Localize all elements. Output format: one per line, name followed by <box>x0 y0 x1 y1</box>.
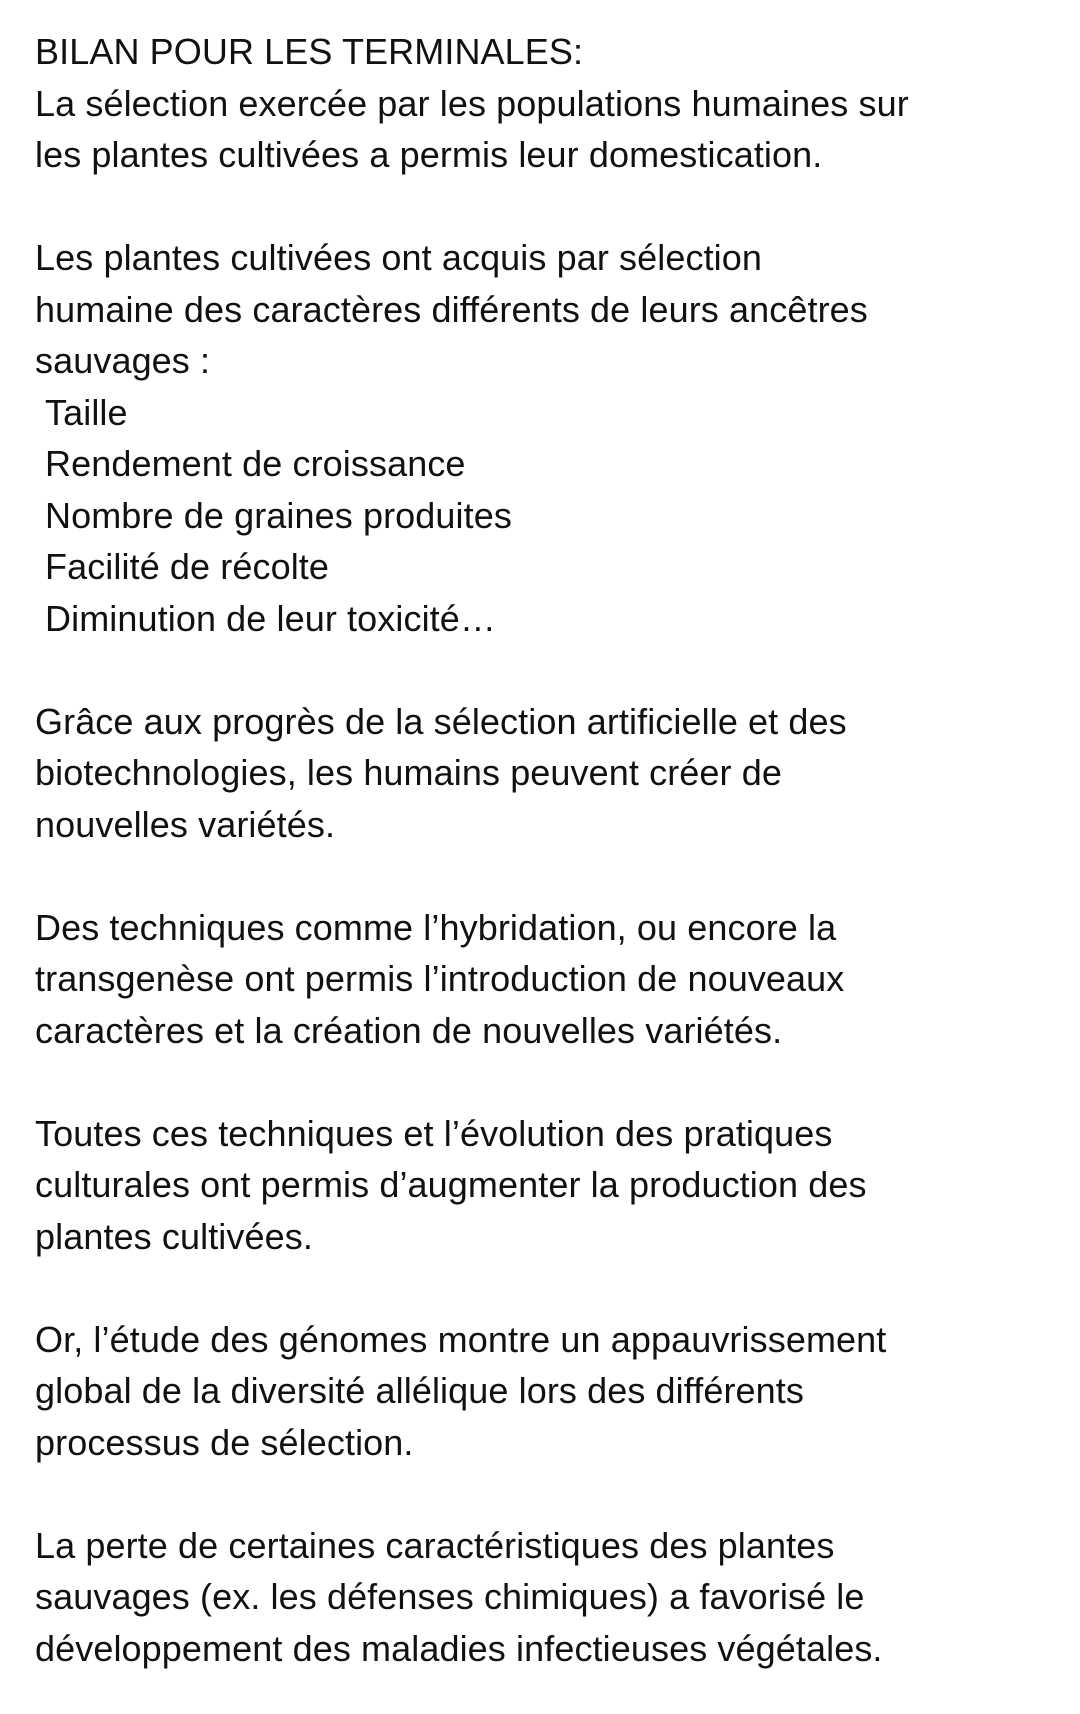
paragraph-spacer <box>35 644 1055 696</box>
paragraph-spacer <box>35 1056 1055 1108</box>
paragraph-genomes <box>35 1314 1055 1469</box>
paragraph-line: culturales ont permis d’augmenter la production des <box>35 1164 867 1205</box>
list-item: Facilité de récolte <box>45 546 330 587</box>
caracteres-list <box>35 387 1055 645</box>
list-item: Rendement de croissance <box>45 443 466 484</box>
list-item: Taille <box>45 391 128 433</box>
paragraph-line: biotechnologies, les humains peuvent créer de <box>35 752 782 793</box>
paragraph-caracteres <box>35 232 1055 644</box>
paragraph-line: Or, l’étude des génomes montre un appauvrissement <box>35 1318 887 1360</box>
paragraph-production <box>35 1108 1055 1263</box>
paragraph-line: nouvelles variétés. <box>35 803 336 845</box>
paragraph-spacer <box>35 1262 1055 1314</box>
paragraph-line: transgenèse ont permis l’introduction de nouveaux <box>35 958 845 999</box>
paragraph-line: plantes cultivées. <box>35 1215 313 1257</box>
list-item: Diminution de leur toxicité… <box>45 597 496 639</box>
paragraph-line: développement des maladies infectieuses végétales. <box>35 1627 883 1669</box>
paragraph-line: Des techniques comme l’hybridation, ou encore la <box>35 906 837 948</box>
paragraph-maladies <box>35 1520 1055 1675</box>
paragraph-line: Toutes ces techniques et l’évolution des pratiques <box>35 1112 833 1154</box>
paragraph-domestication <box>35 78 1055 181</box>
paragraph-line: caractères et la création de nouvelles variétés. <box>35 1009 783 1051</box>
paragraph-line: les plantes cultivées a permis leur domestication. <box>35 134 823 175</box>
paragraph-spacer <box>35 1468 1055 1520</box>
paragraph-line: sauvages : <box>35 340 211 381</box>
paragraph-line: Grâce aux progrès de la sélection artificielle et des <box>35 700 847 742</box>
paragraph-spacer <box>35 181 1055 233</box>
paragraph-line: humaine des caractères différents de leurs ancêtres <box>35 288 868 330</box>
paragraph-line: La sélection exercée par les populations humaines sur <box>35 82 909 124</box>
paragraph-line: Les plantes cultivées ont acquis par sélection <box>35 237 763 278</box>
note-body <box>35 26 1055 1674</box>
paragraph-line: processus de sélection. <box>35 1421 414 1463</box>
note-title: BILAN POUR LES TERMINALES: <box>35 31 584 72</box>
paragraph-line: sauvages (ex. les défenses chimiques) a favorisé le <box>35 1576 865 1617</box>
paragraph-spacer <box>35 850 1055 902</box>
paragraph-line: La perte de certaines caractéristiques des plantes <box>35 1524 835 1566</box>
paragraph-biotechnologies <box>35 696 1055 851</box>
paragraph-line: global de la diversité allélique lors des différents <box>35 1370 804 1411</box>
paragraph-techniques <box>35 902 1055 1057</box>
list-item: Nombre de graines produites <box>45 494 512 536</box>
